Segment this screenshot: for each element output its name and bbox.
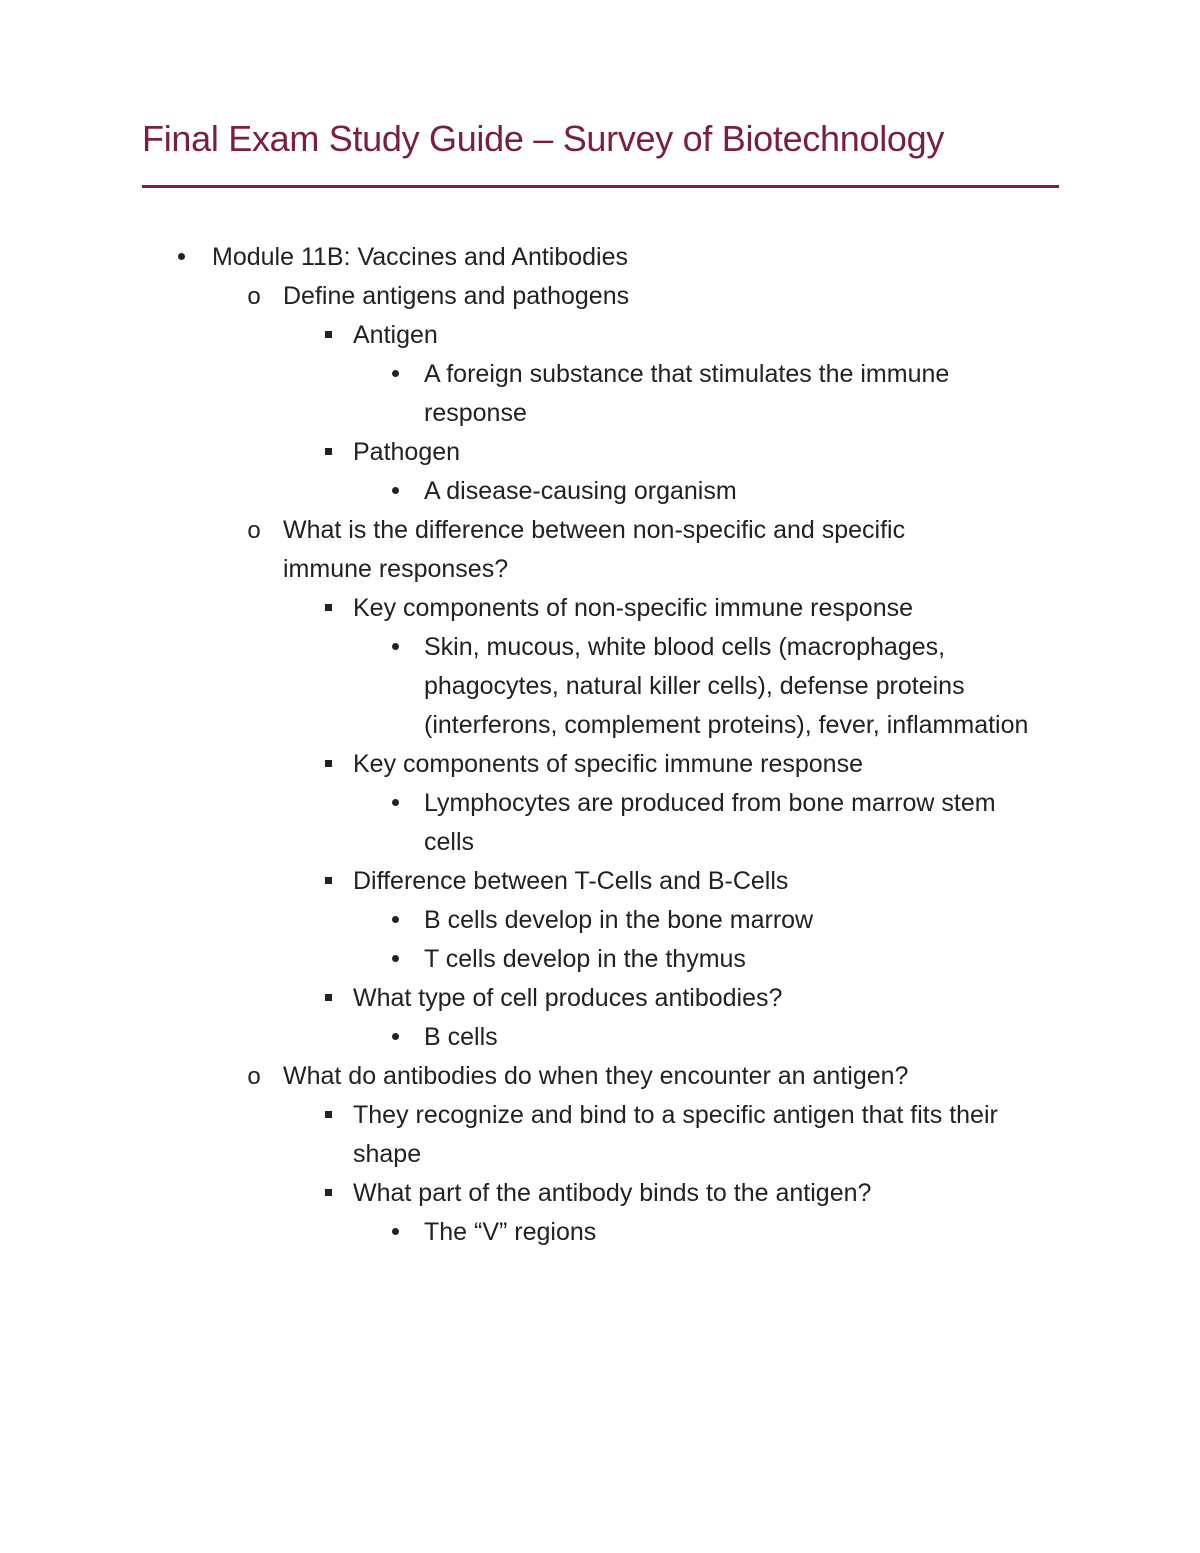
study-guide-outline [0,238,1200,1252]
outline-item-text: B cells [424,1023,498,1051]
outline-item-level-3 [424,784,1049,862]
outline-item-level-1 [247,277,983,316]
outline-item-level-3 [424,1018,1049,1057]
outline-item-level-2 [353,433,1058,472]
bullet-square-icon [321,862,335,901]
outline-item-text: What part of the antibody binds to the antigen? [353,1179,872,1207]
outline-item-level-3 [424,901,1049,940]
outline-item-level-2 [353,979,1058,1018]
outline-item-level-3 [424,628,1049,745]
outline-item-text: Define antigens and pathogens [283,282,630,310]
outline-item-text: Key components of non-specific immune response [353,594,914,622]
bullet-dot-icon [388,472,402,511]
title-divider [142,185,1059,188]
bullet-square-icon [321,1174,335,1213]
bullet-square-icon [321,433,335,472]
outline-item-level-3 [424,1213,1049,1252]
outline-item-level-2 [353,316,1058,355]
bullet-dot-icon [388,784,402,823]
outline-item-level-0 [212,238,1062,277]
outline-item-text: What is the difference between non-specific and specific immune responses? [283,516,906,583]
outline-item-level-1 [247,1057,983,1096]
outline-item-level-1 [247,511,983,589]
outline-item-text: Key components of specific immune response [353,750,863,778]
outline-item-level-2 [353,1096,1058,1174]
outline-item-text: They recognize and bind to a specific antigen that fits their shape [353,1101,998,1168]
outline-item-text: Module 11B: Vaccines and Antibodies [212,243,629,271]
bullet-dot-icon [388,355,402,394]
outline-item-text: A disease-causing organism [424,477,737,505]
outline-item-text: T cells develop in the thymus [424,945,746,973]
document-title: Final Exam Study Guide – Survey of Biotechnology [142,118,945,159]
bullet-circle-icon: o [247,1063,261,1090]
outline-item-text: B cells develop in the bone marrow [424,906,814,934]
outline-item-text: Skin, mucous, white blood cells (macrophages, phagocytes, natural killer cells), defense proteins (interferons, complement proteins), fever, inflammation [424,633,1029,739]
outline-item-text: What type of cell produces antibodies? [353,984,783,1012]
bullet-dot-icon [388,1213,402,1252]
bullet-circle-icon: o [247,517,261,544]
bullet-square-icon [321,316,335,355]
outline-item-level-2 [353,589,1058,628]
outline-item-level-2 [353,862,1058,901]
outline-item-text: What do antibodies do when they encounter an antigen? [283,1062,909,1090]
outline-item-text: Antigen [353,321,438,349]
outline-item-level-2 [353,1174,1058,1213]
bullet-dot-icon [388,940,402,979]
outline-item-level-3 [424,355,1049,433]
bullet-dot-icon [388,1018,402,1057]
bullet-dot-icon [388,628,402,667]
outline-item-level-3 [424,472,1049,511]
bullet-square-icon [321,979,335,1018]
outline-item-text: Pathogen [353,438,461,466]
outline-item-text: A foreign substance that stimulates the immune response [424,360,950,427]
bullet-dot-icon [388,901,402,940]
outline-item-text: The “V” regions [424,1218,597,1246]
bullet-square-icon [321,1096,335,1135]
outline-item-level-3 [424,940,1049,979]
outline-item-text: Lymphocytes are produced from bone marrow stem cells [424,789,996,856]
bullet-circle-icon: o [247,283,261,310]
outline-item-text: Difference between T-Cells and B-Cells [353,867,789,895]
outline-item-level-2 [353,745,1058,784]
bullet-square-icon [321,589,335,628]
bullet-square-icon [321,745,335,784]
bullet-dot-icon [174,238,188,277]
